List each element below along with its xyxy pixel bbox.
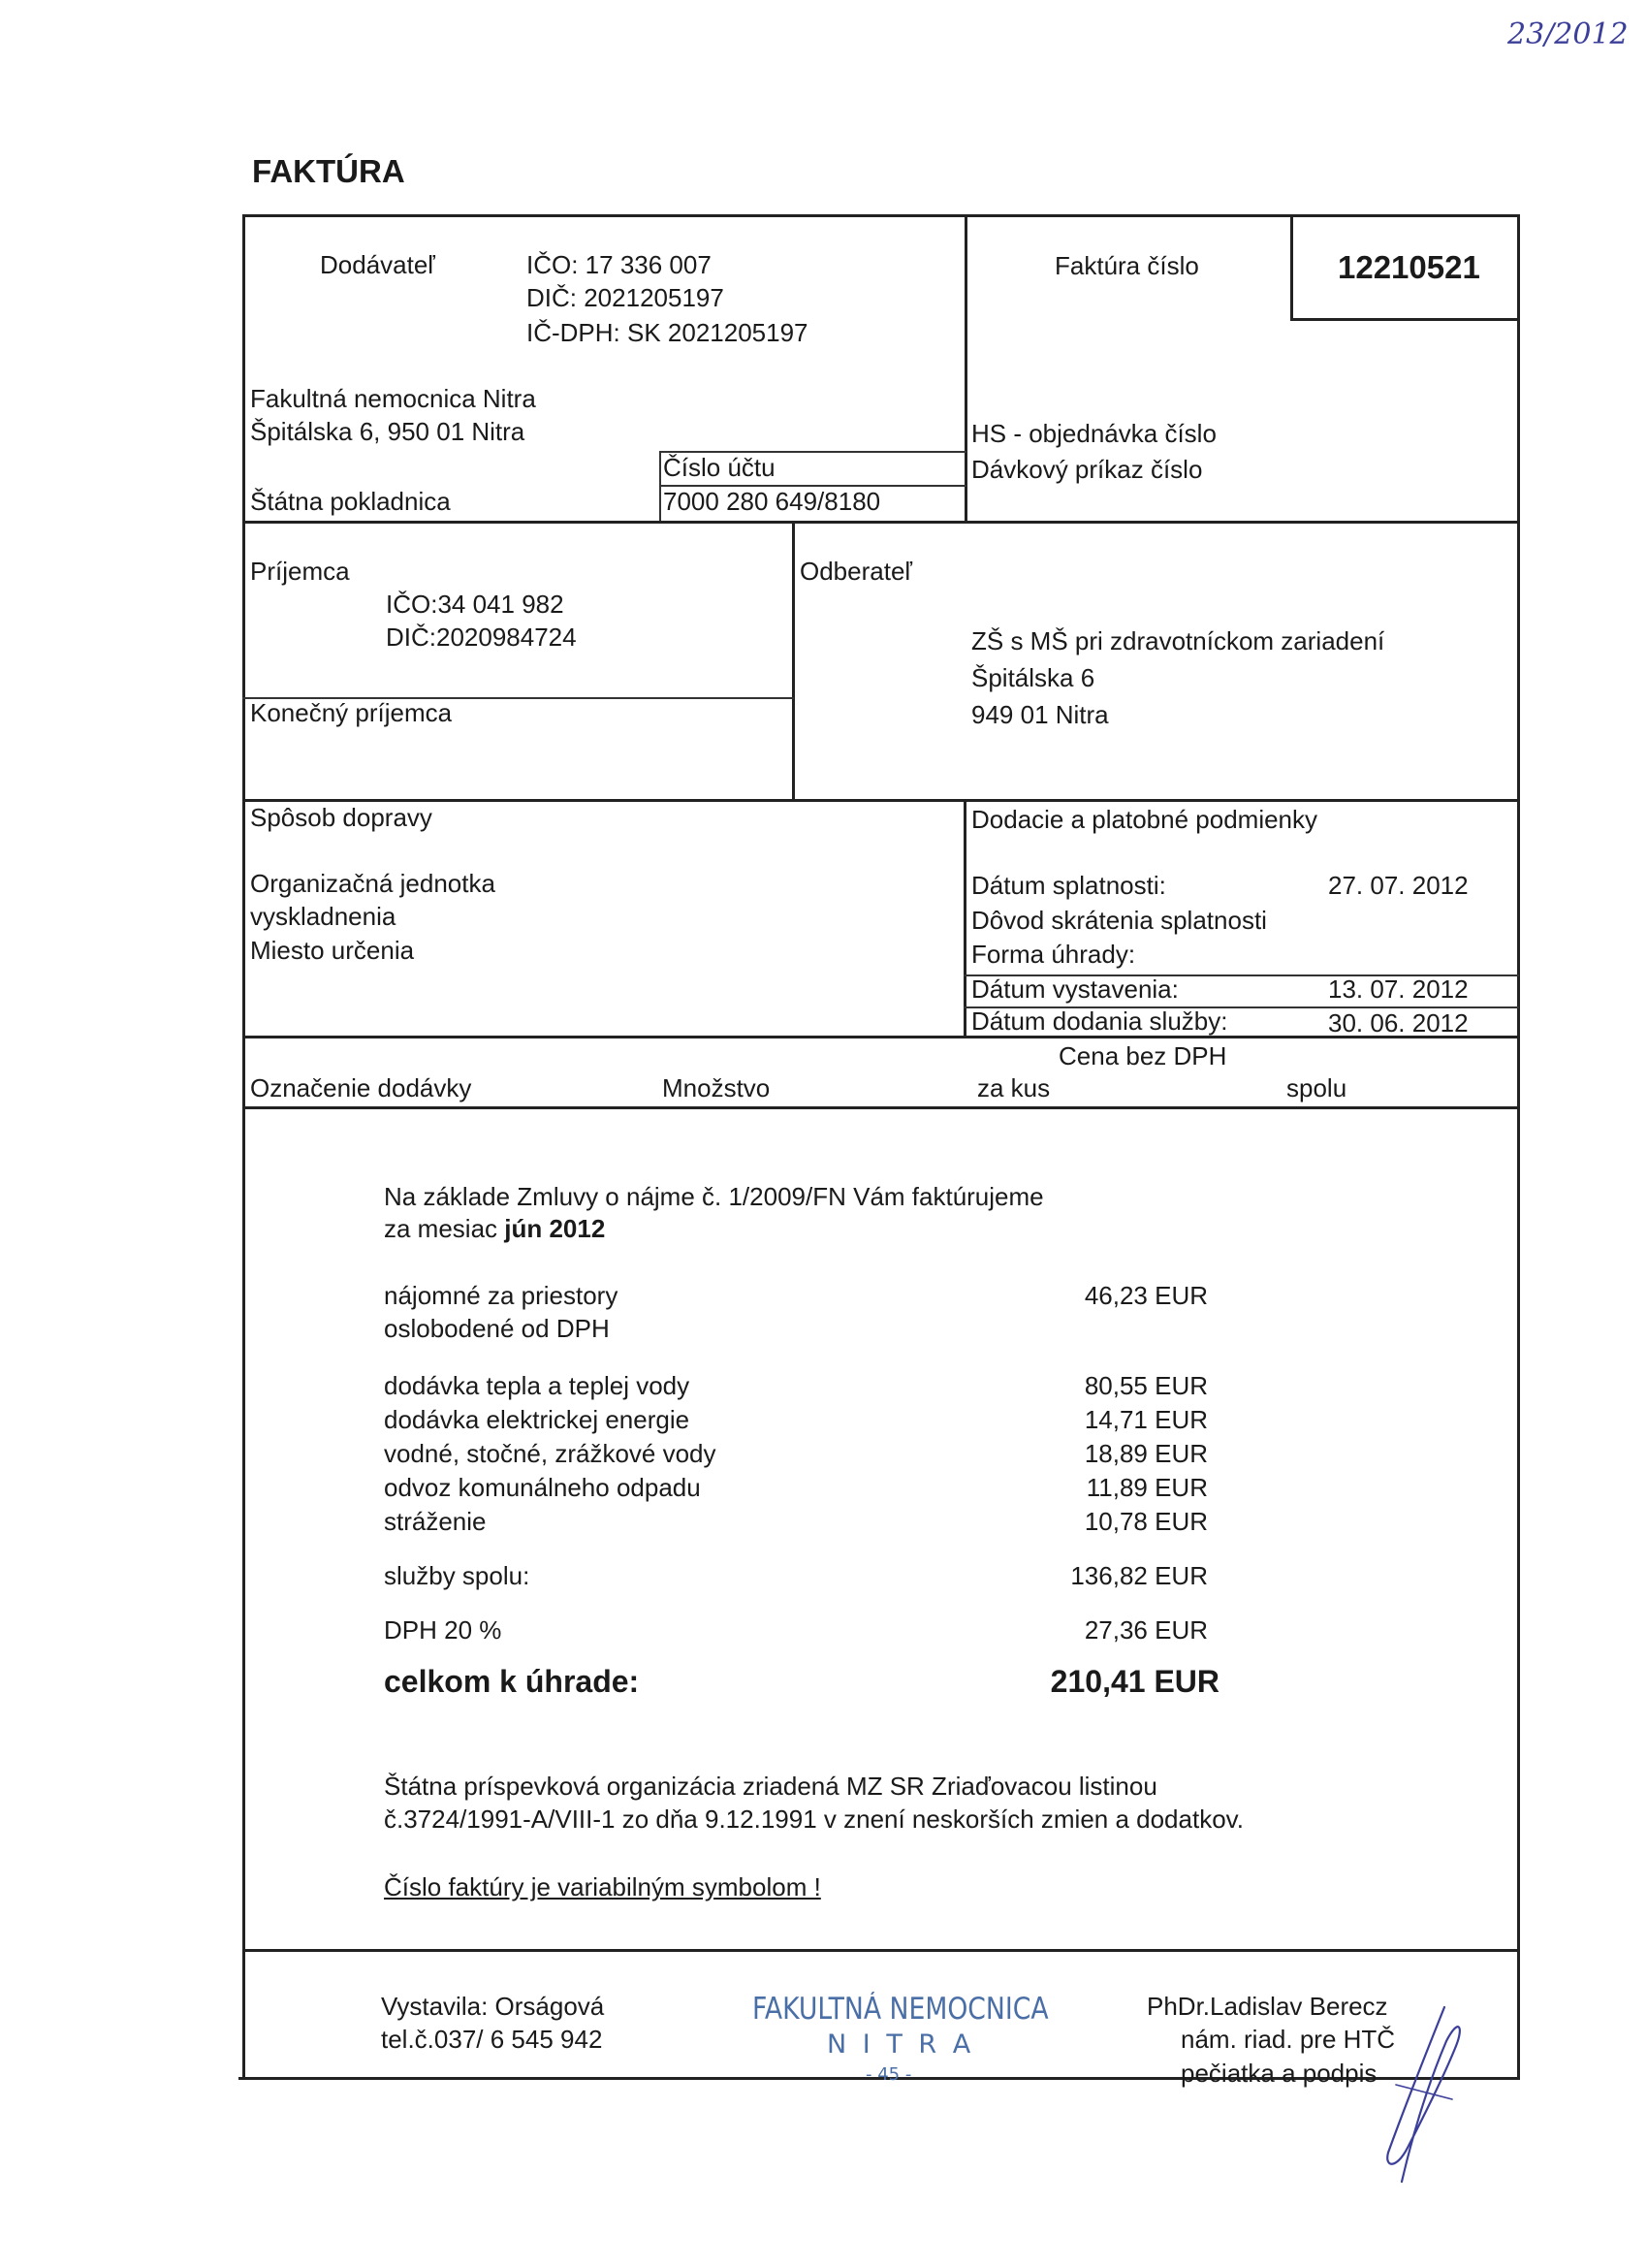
list-item-label: dodávka elektrickej energie — [384, 1405, 690, 1434]
order-number-label: HS - objednávka číslo — [971, 419, 1217, 448]
signer-role: nám. riad. pre HTČ — [1181, 2025, 1396, 2054]
signer-name: PhDr.Ladislav Berecz — [1147, 1992, 1388, 2021]
rent-label: nájomné za priestory — [384, 1281, 618, 1310]
invoice-number: 12210521 — [1338, 249, 1480, 285]
issued-by: Vystavila: Orságová — [381, 1992, 605, 2021]
issue-date-label: Dátum vystavenia: — [971, 974, 1179, 1004]
customer-label: Odberateľ — [800, 557, 912, 586]
recipient-ico: IČO:34 041 982 — [386, 590, 564, 619]
handwritten-number-note: 23/2012 — [1507, 17, 1629, 51]
issue-date-value: 13. 07. 2012 — [1328, 974, 1469, 1004]
supplier-icdph: IČ-DPH: SK 2021205197 — [526, 318, 808, 347]
list-item-value: 10,78 EUR — [1084, 1507, 1208, 1536]
customer-street: Špitálska 6 — [971, 663, 1095, 692]
due-date-label: Dátum splatnosti: — [971, 871, 1166, 900]
supplier-name: Fakultná nemocnica Nitra — [250, 384, 536, 413]
issuer-phone: tel.č.037/ 6 545 942 — [381, 2025, 603, 2054]
supplier-ico: IČO: 17 336 007 — [526, 250, 712, 279]
legal-notice-line-1: Štátna príspevková organizácia zriadená MZ SR Zriaďovacou listinou — [384, 1772, 1157, 1801]
supplier-address: Špitálska 6, 950 01 Nitra — [250, 417, 525, 446]
stamp-city: N I T R A — [827, 2029, 975, 2060]
batch-order-label: Dávkový príkaz číslo — [971, 455, 1203, 484]
grand-total-label: celkom k úhrade: — [384, 1664, 640, 1699]
handwritten-signature — [1338, 1988, 1493, 2201]
vat-label: DPH 20 % — [384, 1615, 502, 1645]
final-recipient-label: Konečný príjemca — [250, 698, 453, 727]
list-item-value: 14,71 EUR — [1084, 1405, 1208, 1434]
total-price-header: spolu — [1286, 1073, 1347, 1102]
rent-value: 46,23 EUR — [1084, 1281, 1208, 1310]
list-item-label: vodné, stočné, zrážkové vody — [384, 1439, 716, 1468]
contract-intro: Na základe Zmluvy o nájme č. 1/2009/FN Vám faktúrujeme — [384, 1182, 1044, 1211]
org-unit-label-1: Organizačná jednotka — [250, 869, 495, 898]
stamp-number: - 45 - — [866, 2064, 912, 2085]
due-date-value: 27. 07. 2012 — [1328, 871, 1469, 900]
terms-label: Dodacie a platobné podmienky — [971, 805, 1318, 834]
quantity-header: Množstvo — [662, 1073, 771, 1102]
grand-total-value: 210,41 EUR — [1050, 1664, 1219, 1699]
services-total-value: 136,82 EUR — [1070, 1561, 1208, 1590]
document-title: FAKTÚRA — [252, 153, 405, 189]
account-number: 7000 280 649/8180 — [663, 487, 881, 516]
supplier-bank: Štátna pokladnica — [250, 487, 451, 516]
stamp-hospital-name: FAKULTNÁ NEMOCNICA — [752, 1992, 1049, 2027]
billing-month-prefix: za mesiac — [384, 1214, 505, 1243]
list-item-value: 80,55 EUR — [1084, 1371, 1208, 1400]
due-shortening-label: Dôvod skrátenia splatnosti — [971, 906, 1267, 935]
price-excl-vat-header: Cena bez DPH — [1059, 1041, 1227, 1070]
unit-price-header: za kus — [977, 1073, 1051, 1102]
customer-city: 949 01 Nitra — [971, 700, 1109, 729]
recipient-dic: DIČ:2020984724 — [386, 623, 577, 652]
list-item-value: 11,89 EUR — [1086, 1473, 1208, 1502]
delivery-date-value: 30. 06. 2012 — [1328, 1008, 1469, 1038]
list-item-label: odvoz komunálneho odpadu — [384, 1473, 701, 1502]
org-unit-label-2: vyskladnenia — [250, 902, 396, 931]
destination-label: Miesto určenia — [250, 936, 415, 965]
customer-name: ZŠ s MŠ pri zdravotníckom zariadení — [971, 626, 1385, 655]
account-number-label: Číslo účtu — [663, 453, 776, 482]
transport-mode-label: Spôsob dopravy — [250, 803, 432, 832]
recipient-label: Príjemca — [250, 557, 350, 586]
payment-form-label: Forma úhrady: — [971, 940, 1136, 969]
billing-month-line — [384, 1213, 605, 1244]
rent-vat-exempt-label: oslobodené od DPH — [384, 1314, 610, 1343]
designation-header: Označenie dodávky — [250, 1073, 472, 1102]
delivery-date-label: Dátum dodania služby: — [971, 1006, 1228, 1036]
list-item-value: 18,89 EUR — [1084, 1439, 1208, 1468]
supplier-dic: DIČ: 2021205197 — [526, 283, 724, 312]
supplier-label: Dodávateľ — [320, 250, 435, 279]
signature-label: pečiatka a podpis — [1181, 2059, 1378, 2088]
list-item-label: dodávka tepla a teplej vody — [384, 1371, 690, 1400]
legal-notice-line-2: č.3724/1991-A/VIII-1 zo dňa 9.12.1991 v znení neskorších zmien a dodatkov. — [384, 1805, 1244, 1834]
vat-value: 27,36 EUR — [1084, 1615, 1208, 1645]
services-total-label: služby spolu: — [384, 1561, 530, 1590]
list-item-label: stráženie — [384, 1507, 487, 1536]
billing-month: jún 2012 — [504, 1214, 606, 1243]
variable-symbol-note: Číslo faktúry je variabilným symbolom ! — [384, 1872, 821, 1901]
invoice-number-label: Faktúra číslo — [1055, 251, 1199, 280]
